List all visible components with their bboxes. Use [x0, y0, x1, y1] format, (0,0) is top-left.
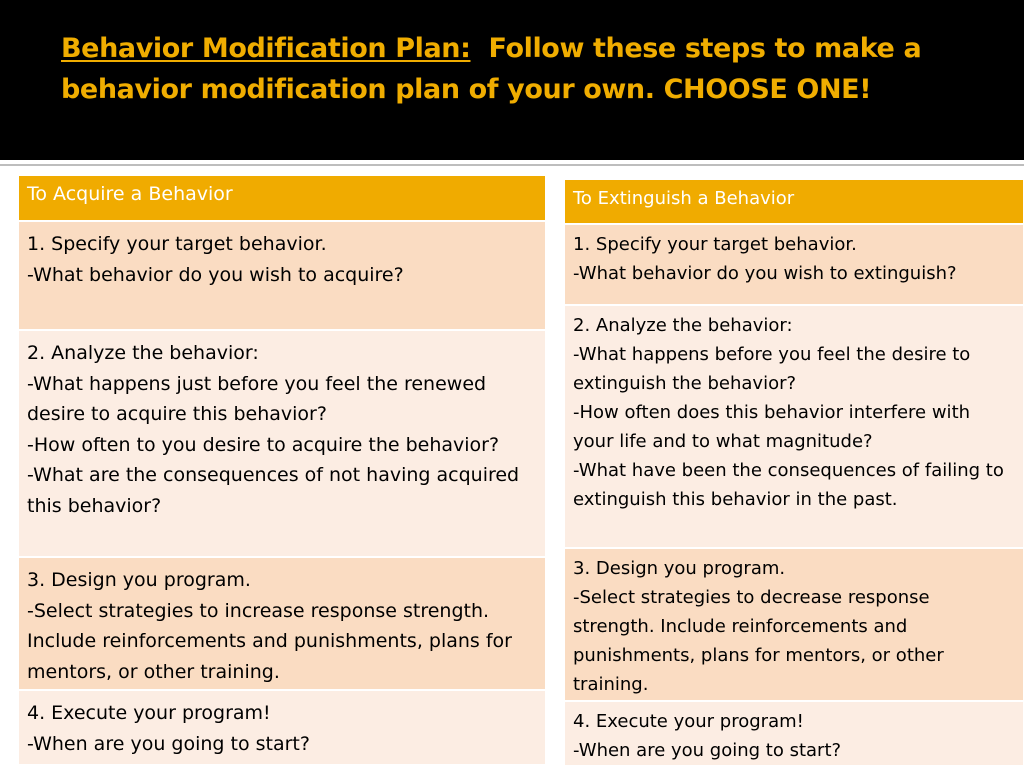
extinguish-step-1: [564, 224, 1024, 305]
table-row: [18, 330, 546, 557]
acquire-step-1: [18, 221, 546, 330]
slide-title-rest: Follow these steps to make a behavior modification plan of your own. CHOOSE ONE!: [61, 33, 922, 105]
table-row: [564, 701, 1024, 766]
step-text: 3. Design you program.: [573, 558, 786, 579]
table-row: [18, 557, 546, 690]
step-text: -What have been the consequences of failing to extinguish this behavior in the past.: [573, 460, 1004, 510]
step-text: -When are you going to start?: [573, 740, 842, 761]
step-text: -When are you going to start?: [27, 732, 310, 755]
acquire-behavior-header: To Acquire a Behavior: [18, 175, 546, 221]
step-text: -What behavior do you wish to acquire?: [27, 263, 404, 286]
step-text: 4. Execute your program!: [27, 702, 271, 724]
table-header-row: [18, 175, 546, 221]
step-text: -How often to you desire to acquire the behavior?: [27, 433, 500, 456]
table-row: [564, 548, 1024, 701]
step-text: -What are the consequences of not having acquired this behavior?: [27, 464, 520, 517]
step-text: 4. Execute your program!: [573, 711, 804, 732]
step-text: -What happens before you feel the desire to extinguish the behavior?: [573, 344, 971, 394]
slide-title-area: [0, 0, 1024, 158]
step-text: 1. Specify your target behavior.: [573, 234, 857, 255]
step-text: -Select strategies to decrease response strength. Include reinforcements and punishments, plans for mentors, or other training.: [573, 587, 944, 695]
acquire-step-2: [18, 330, 546, 557]
slide-title-lead: Behavior Modification Plan:: [61, 33, 471, 64]
table-row: [18, 221, 546, 330]
step-text: 2. Analyze the behavior:: [573, 315, 793, 336]
table-header-row: [564, 179, 1024, 224]
acquire-step-3: [18, 557, 546, 690]
acquire-behavior-table: [17, 174, 547, 766]
step-text: -How often does this behavior interfere with your life and to what magnitude?: [573, 402, 971, 452]
table-row: [564, 224, 1024, 305]
step-text: -Select strategies to increase response strength. Include reinforcements and punishments, plans for mentors, or other training.: [27, 599, 512, 683]
extinguish-step-2: [564, 305, 1024, 548]
extinguish-step-4: [564, 701, 1024, 766]
extinguish-behavior-header: To Extinguish a Behavior: [564, 179, 1024, 224]
table-row: [564, 305, 1024, 548]
extinguish-behavior-table: [563, 178, 1024, 767]
slide-title: [61, 28, 991, 110]
step-text: 1. Specify your target behavior.: [27, 233, 327, 255]
extinguish-step-3: [564, 548, 1024, 701]
acquire-step-4: [18, 690, 546, 765]
step-text: -What behavior do you wish to extinguish?: [573, 263, 957, 284]
step-text: -What happens just before you feel the renewed desire to acquire this behavior?: [27, 372, 487, 425]
step-text: 3. Design you program.: [27, 569, 251, 591]
table-row: [18, 690, 546, 765]
step-text: 2. Analyze the behavior:: [27, 342, 259, 364]
